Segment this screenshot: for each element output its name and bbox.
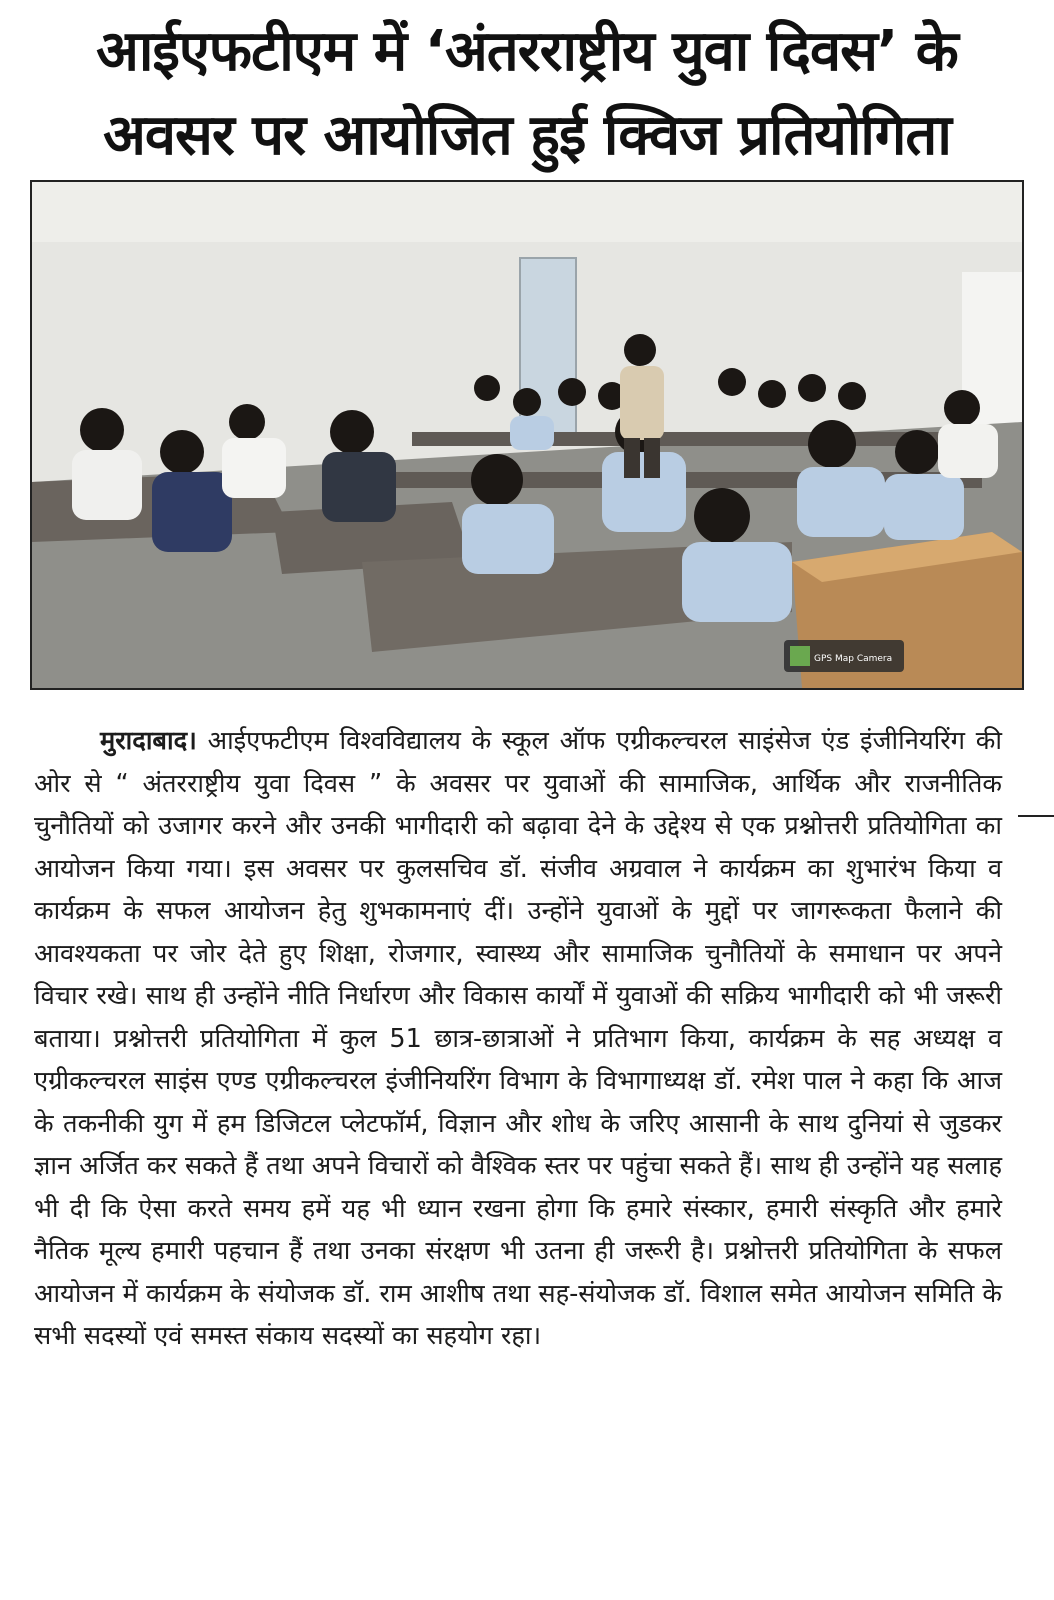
classroom-illustration bbox=[32, 182, 1022, 688]
headline bbox=[20, 10, 1034, 178]
gps-watermark bbox=[784, 640, 904, 672]
edge-mark bbox=[1018, 815, 1054, 817]
article-body bbox=[34, 720, 1002, 1358]
article-text: आईएफटीएम विश्वविद्यालय के स्कूल ऑफ एग्रीकल्चरल साइंसेज एंड इंजीनियरिंग की ओर से “ अंतरराष्ट्रीय युवा दिवस ” के अवसर पर युवाओं की सामाजिक, आर्थिक और राजनीतिक चुनौतियों को उजागर करने और उनकी भागीदारी को बढ़ावा देने के उद्देश्य से एक प्रश्नोत्तरी प्रतियोगिता का आयोजन किया गया। इस अवसर पर कुलसचिव डॉ. संजीव अग्रवाल ने कार्यक्रम का शुभारंभ किया व कार्यक्रम के सफल आयोजन हेतु शुभकामनाएं दीं। उन्होंने युवाओं के मुद्दों पर जागरूकता फैलाने की आवश्यकता पर जोर देते हुए शिक्षा, रोजगार, स्वास्थ्य और सामाजिक चुनौतियों के समाधान पर अपने विचार रखे। साथ ही उन्होंने नीति निर्धारण और विकास कार्यों में युवाओं की सक्रिय भागीदारी को भी जरूरी बताया। प्रश्नोत्तरी प्रतियोगिता में कुल 51 छात्र-छात्राओं ने प्रतिभाग किया, कार्यक्रम के सह अध्यक्ष व एग्रीकल्चरल साइंस एण्ड एग्रीकल्चरल इंजीनियरिंग विभाग के विभागाध्यक्ष डॉ. रमेश पाल ने कहा कि आज के तकनीकी युग में हम डिजिटल प्लेटफॉर्म, विज्ञान और शोध के जरिए आसानी के साथ दुनियां से जुडकर ज्ञान अर्जित कर सकते हैं तथा अपने विचारों को वैश्विक स्तर पर पहुंचा सकते हैं। साथ ही उन्होंने यह सलाह भी दी कि ऐसा करते समय हमें यह भी ध्यान रखना होगा कि हमारे संस्कार, हमारी संस्कृति और हमारे नैतिक मूल्य हमारी पहचान हैं तथा उनका संरक्षण भी उतना ही जरूरी है। प्रश्नोत्तरी प्रतियोगिता के सफल आयोजन में कार्यक्रम के संयोजक डॉ. राम आशीष तथा सह-संयोजक डॉ. विशाल समेत आयोजन समिति के सभी सदस्यों एवं समस्त संकाय सदस्यों का सहयोग रहा। bbox=[34, 726, 1002, 1351]
headline-line-1: आईएफटीएम में ‘अंतरराष्ट्रीय युवा दिवस’ के bbox=[96, 19, 958, 84]
classroom-photo bbox=[30, 180, 1024, 690]
ceiling bbox=[32, 182, 1022, 242]
headline-line-2: अवसर पर आयोजित हुई क्विज प्रतियोगिता bbox=[103, 103, 951, 168]
desk-row-back bbox=[412, 432, 972, 446]
dateline: मुरादाबाद। bbox=[100, 726, 197, 756]
gps-watermark-text: GPS Map Camera bbox=[814, 654, 893, 664]
